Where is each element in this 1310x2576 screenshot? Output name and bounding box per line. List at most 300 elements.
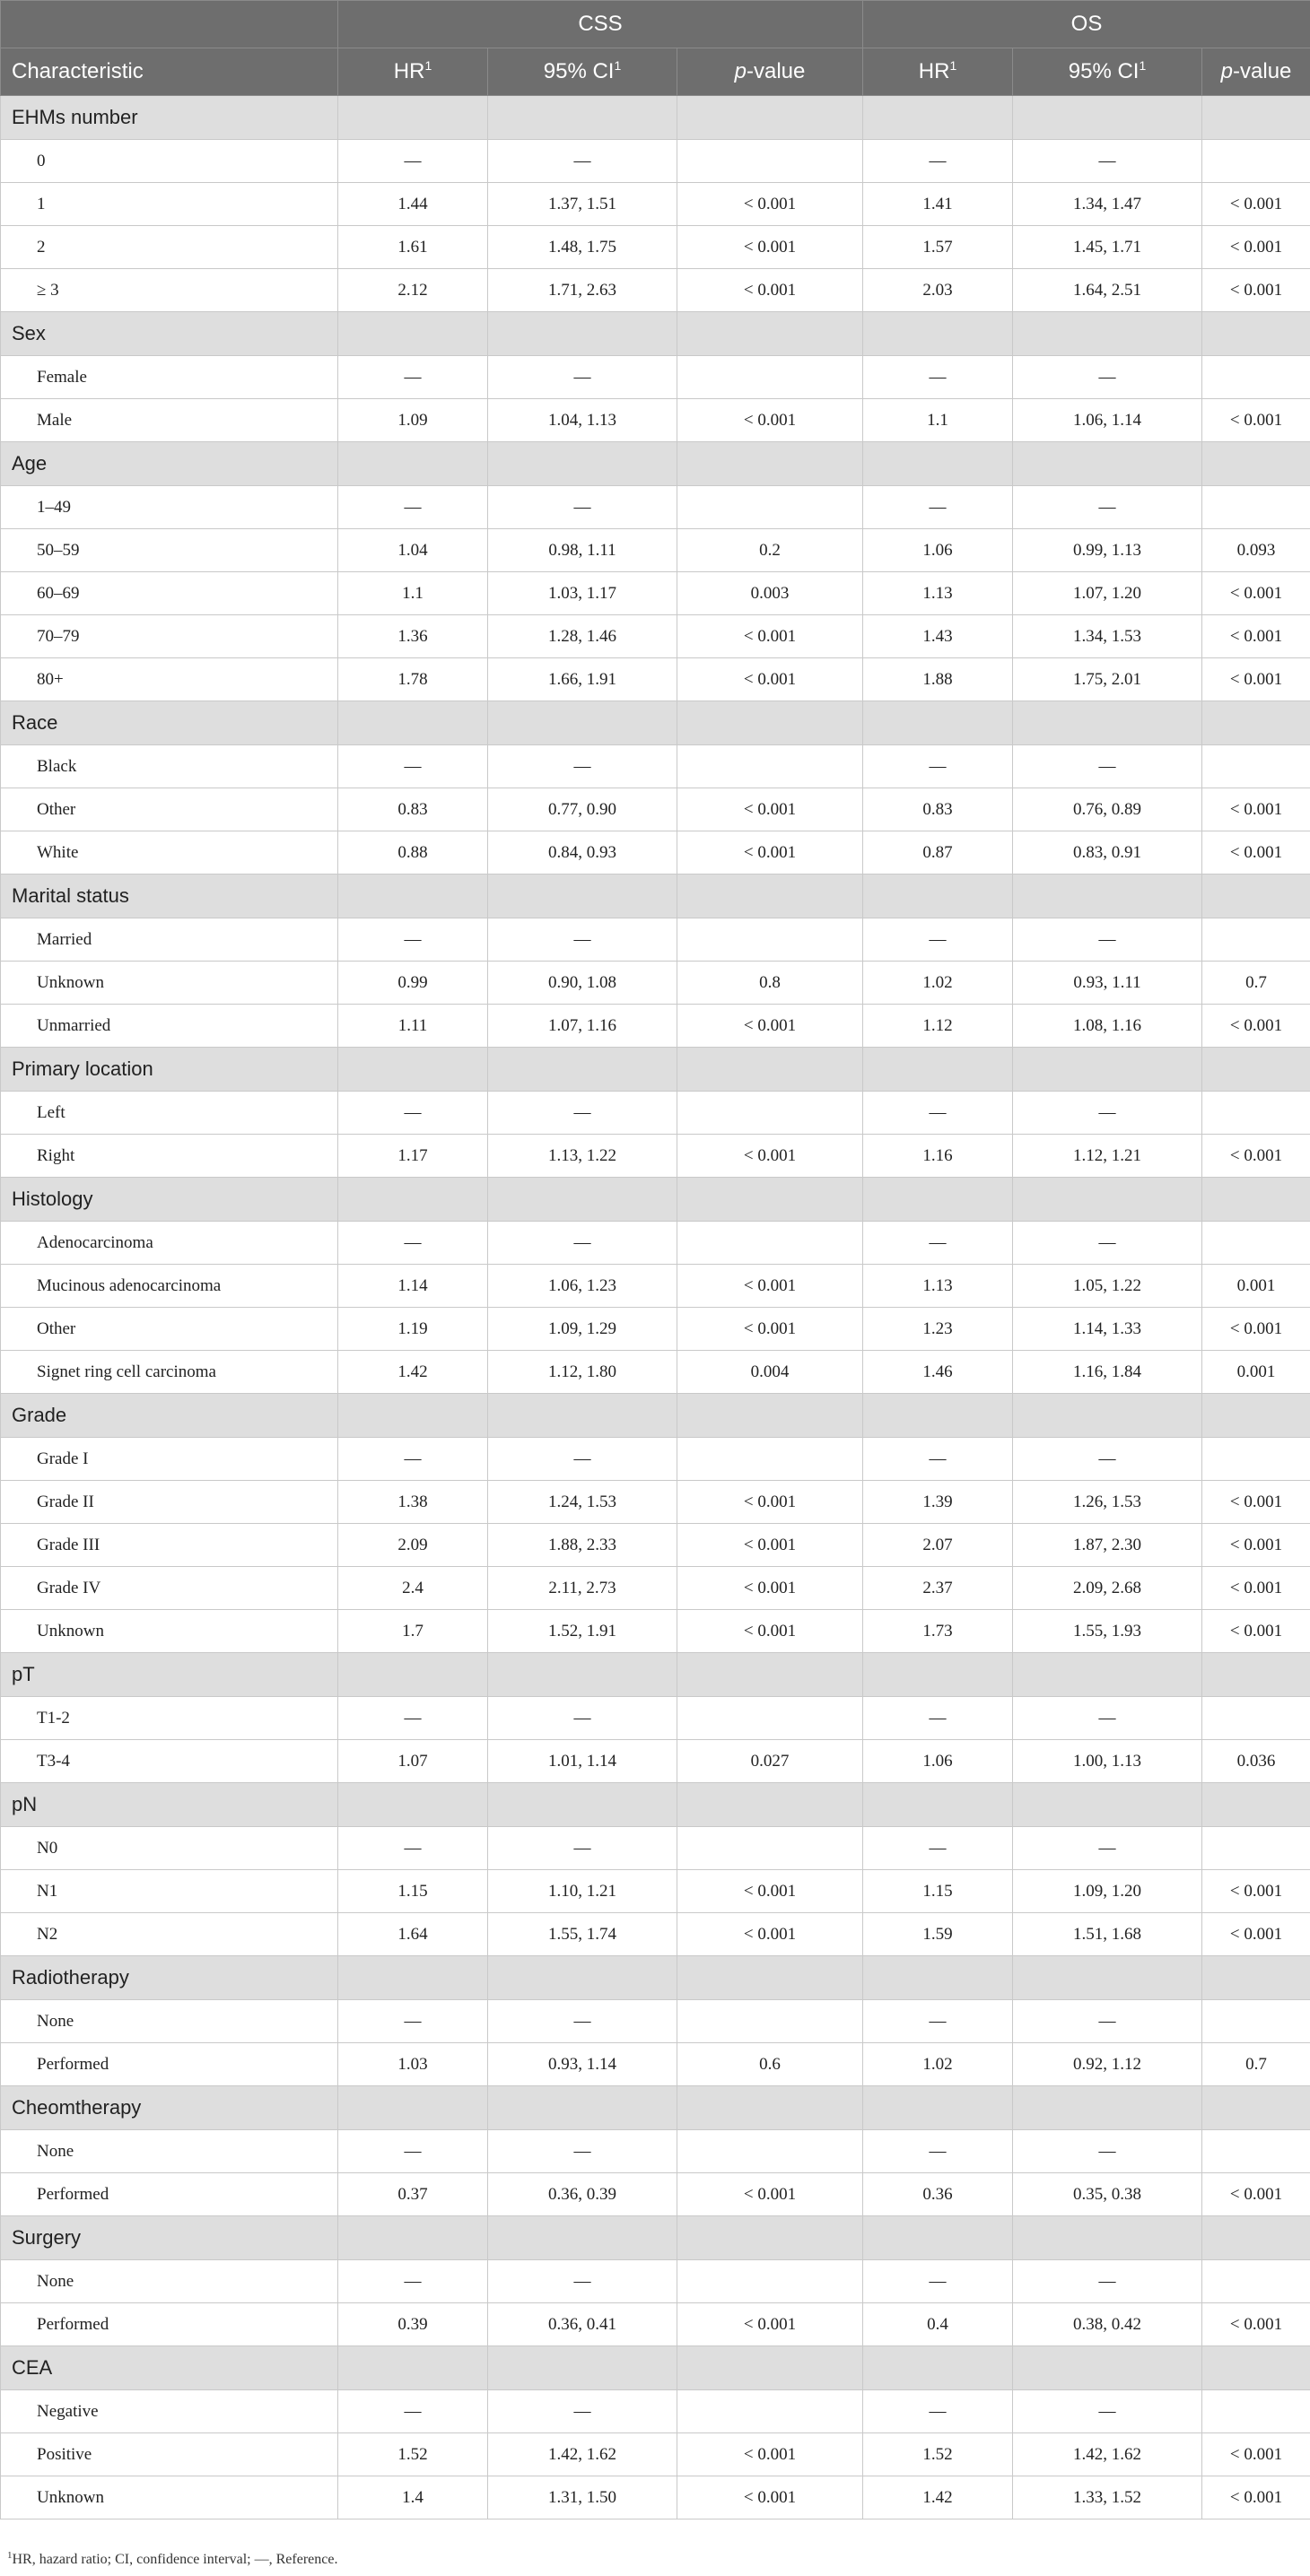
table-row (1, 962, 1310, 1005)
cell-os-ci: 0.93, 1.11 (1013, 962, 1202, 1005)
group-empty-cell (1202, 1956, 1310, 2000)
group-empty-cell (488, 1783, 677, 1827)
cell-os-hr: — (863, 1697, 1013, 1740)
cell-os-p: < 0.001 (1202, 1610, 1310, 1653)
cell-css-ci: 1.07, 1.16 (488, 1005, 677, 1048)
row-label: White (1, 831, 338, 875)
table-row (1, 356, 1310, 399)
cell-css-ci: 1.31, 1.50 (488, 2476, 677, 2519)
cell-css-p: < 0.001 (677, 1005, 863, 1048)
table-row (1, 572, 1310, 615)
group-empty-cell (1202, 1783, 1310, 1827)
cell-css-p: 0.003 (677, 572, 863, 615)
row-label: 0 (1, 140, 338, 183)
group-header-row (1, 2086, 1310, 2130)
cell-css-hr: — (338, 1438, 488, 1481)
group-empty-cell (863, 2346, 1013, 2390)
group-header-row (1, 1178, 1310, 1222)
group-empty-cell (677, 2216, 863, 2260)
group-empty-cell (677, 1394, 863, 1438)
table-row (1, 1740, 1310, 1783)
table-row (1, 1524, 1310, 1567)
cell-css-ci: — (488, 1438, 677, 1481)
cell-css-p: < 0.001 (677, 1481, 863, 1524)
cell-css-hr: — (338, 1092, 488, 1135)
cell-css-p: < 0.001 (677, 2303, 863, 2346)
cell-os-hr: 1.88 (863, 658, 1013, 701)
group-label: Cheomtherapy (1, 2086, 338, 2130)
cell-css-hr: 2.09 (338, 1524, 488, 1567)
group-empty-cell (488, 701, 677, 745)
cell-css-hr: — (338, 2390, 488, 2433)
header-p-italic: p (734, 59, 747, 83)
cell-os-ci: 1.42, 1.62 (1013, 2433, 1202, 2476)
cell-css-hr: 1.52 (338, 2433, 488, 2476)
cell-os-ci: 1.33, 1.52 (1013, 2476, 1202, 2519)
row-label: T1-2 (1, 1697, 338, 1740)
cell-os-p: < 0.001 (1202, 1005, 1310, 1048)
group-empty-cell (1013, 701, 1202, 745)
cell-css-hr: 1.19 (338, 1308, 488, 1351)
group-header-row (1, 1394, 1310, 1438)
row-label: None (1, 2000, 338, 2043)
cell-os-ci: — (1013, 140, 1202, 183)
group-empty-cell (1013, 2086, 1202, 2130)
cell-os-p: < 0.001 (1202, 183, 1310, 226)
cell-css-ci: — (488, 1697, 677, 1740)
cell-os-ci: — (1013, 745, 1202, 788)
header-css-p (677, 48, 863, 96)
row-label: Female (1, 356, 338, 399)
group-empty-cell (677, 442, 863, 486)
cell-css-hr: 0.39 (338, 2303, 488, 2346)
cell-css-hr: 1.14 (338, 1265, 488, 1308)
cell-css-p (677, 2000, 863, 2043)
cell-css-hr: 1.07 (338, 1740, 488, 1783)
cell-os-ci: 0.38, 0.42 (1013, 2303, 1202, 2346)
table-row (1, 2043, 1310, 2086)
cell-os-p (1202, 1092, 1310, 1135)
group-empty-cell (1202, 1178, 1310, 1222)
row-label: T3-4 (1, 1740, 338, 1783)
cell-css-hr: — (338, 486, 488, 529)
group-empty-cell (338, 2346, 488, 2390)
group-empty-cell (488, 2216, 677, 2260)
group-header-row (1, 2346, 1310, 2390)
cell-os-hr: 1.1 (863, 399, 1013, 442)
cell-os-p (1202, 356, 1310, 399)
group-empty-cell (488, 312, 677, 356)
cell-os-p: < 0.001 (1202, 572, 1310, 615)
group-label: CEA (1, 2346, 338, 2390)
cell-css-ci: — (488, 1827, 677, 1870)
cell-os-hr: 1.06 (863, 529, 1013, 572)
cell-os-hr: — (863, 486, 1013, 529)
cell-css-p (677, 745, 863, 788)
cell-os-p (1202, 1697, 1310, 1740)
row-label: Mucinous adenocarcinoma (1, 1265, 338, 1308)
group-empty-cell (1013, 2216, 1202, 2260)
cell-css-p: < 0.001 (677, 1567, 863, 1610)
cell-css-ci: — (488, 2390, 677, 2433)
group-label: Race (1, 701, 338, 745)
table-row (1, 1308, 1310, 1351)
cell-css-ci: 1.52, 1.91 (488, 1610, 677, 1653)
cell-os-hr: 1.13 (863, 1265, 1013, 1308)
cell-css-p: 0.2 (677, 529, 863, 572)
cell-css-hr: — (338, 356, 488, 399)
row-label: Unknown (1, 1610, 338, 1653)
cell-css-hr: 0.88 (338, 831, 488, 875)
group-empty-cell (677, 1956, 863, 2000)
group-label: Grade (1, 1394, 338, 1438)
cell-css-ci: — (488, 2000, 677, 2043)
row-label: Grade IV (1, 1567, 338, 1610)
cell-css-ci: — (488, 486, 677, 529)
group-empty-cell (1202, 312, 1310, 356)
cell-os-p: 0.036 (1202, 1740, 1310, 1783)
group-header-row (1, 1048, 1310, 1092)
group-empty-cell (338, 96, 488, 140)
cell-os-ci: — (1013, 2390, 1202, 2433)
cell-os-ci: — (1013, 918, 1202, 962)
cell-os-hr: 1.52 (863, 2433, 1013, 2476)
table-row (1, 183, 1310, 226)
header-os-hr (863, 48, 1013, 96)
row-label: 80+ (1, 658, 338, 701)
group-empty-cell (1013, 312, 1202, 356)
group-empty-cell (1013, 875, 1202, 918)
cell-css-p: < 0.001 (677, 2433, 863, 2476)
table-row (1, 615, 1310, 658)
group-empty-cell (338, 1178, 488, 1222)
cell-os-p (1202, 1438, 1310, 1481)
group-empty-cell (863, 875, 1013, 918)
row-label: Married (1, 918, 338, 962)
cell-css-ci: 1.13, 1.22 (488, 1135, 677, 1178)
group-header-row (1, 96, 1310, 140)
cell-css-ci: 1.42, 1.62 (488, 2433, 677, 2476)
table-row (1, 529, 1310, 572)
cell-css-p: < 0.001 (677, 615, 863, 658)
cell-os-p (1202, 2000, 1310, 2043)
row-label: ≥ 3 (1, 269, 338, 312)
table-row (1, 269, 1310, 312)
cell-css-p (677, 2260, 863, 2303)
group-header-row (1, 1956, 1310, 2000)
cell-os-hr: 1.13 (863, 572, 1013, 615)
header-p-rest: -value (1233, 59, 1292, 83)
group-empty-cell (488, 1178, 677, 1222)
group-empty-cell (677, 2086, 863, 2130)
cell-css-ci: — (488, 745, 677, 788)
group-label: pT (1, 1653, 338, 1697)
group-label: Sex (1, 312, 338, 356)
header-os-p (1202, 48, 1310, 96)
table-row (1, 1438, 1310, 1481)
cell-os-p: < 0.001 (1202, 1870, 1310, 1913)
cell-os-hr: 1.42 (863, 2476, 1013, 2519)
cell-os-hr: 1.57 (863, 226, 1013, 269)
group-header-row (1, 2216, 1310, 2260)
row-label: Grade I (1, 1438, 338, 1481)
group-label: Primary location (1, 1048, 338, 1092)
group-empty-cell (338, 1956, 488, 2000)
cell-os-p: 0.093 (1202, 529, 1310, 572)
cell-css-p: < 0.001 (677, 788, 863, 831)
cell-css-p (677, 2130, 863, 2173)
row-label: Signet ring cell carcinoma (1, 1351, 338, 1394)
group-header-row (1, 1783, 1310, 1827)
cell-css-ci: 1.09, 1.29 (488, 1308, 677, 1351)
cell-os-hr: — (863, 1438, 1013, 1481)
group-header-row (1, 442, 1310, 486)
group-empty-cell (1202, 701, 1310, 745)
group-empty-cell (1013, 1394, 1202, 1438)
group-empty-cell (338, 1048, 488, 1092)
cell-os-ci: 1.00, 1.13 (1013, 1740, 1202, 1783)
row-label: 60–69 (1, 572, 338, 615)
table-row (1, 2390, 1310, 2433)
group-empty-cell (338, 2216, 488, 2260)
cell-os-ci: 1.87, 2.30 (1013, 1524, 1202, 1567)
cell-css-hr: — (338, 2260, 488, 2303)
group-empty-cell (1202, 875, 1310, 918)
group-empty-cell (488, 1048, 677, 1092)
group-header-row (1, 1653, 1310, 1697)
cell-os-ci: 1.34, 1.47 (1013, 183, 1202, 226)
group-empty-cell (338, 1653, 488, 1697)
header-css-group: CSS (338, 1, 863, 48)
table-row (1, 399, 1310, 442)
row-label: None (1, 2130, 338, 2173)
cell-css-ci: 1.10, 1.21 (488, 1870, 677, 1913)
row-label: 1–49 (1, 486, 338, 529)
cell-os-hr: 0.36 (863, 2173, 1013, 2216)
cell-css-p: 0.6 (677, 2043, 863, 2086)
cell-os-p (1202, 2390, 1310, 2433)
table-row (1, 226, 1310, 269)
cell-os-p: 0.001 (1202, 1265, 1310, 1308)
group-label: pN (1, 1783, 338, 1827)
cell-os-hr: — (863, 2000, 1013, 2043)
row-label: 70–79 (1, 615, 338, 658)
header-column-row (1, 48, 1310, 96)
cell-os-p (1202, 1827, 1310, 1870)
row-label: Negative (1, 2390, 338, 2433)
table-row (1, 2130, 1310, 2173)
table-row (1, 486, 1310, 529)
group-empty-cell (488, 2086, 677, 2130)
cell-css-hr: 1.78 (338, 658, 488, 701)
table-row (1, 1913, 1310, 1956)
cell-css-p: < 0.001 (677, 1308, 863, 1351)
cell-css-p (677, 140, 863, 183)
cell-css-p: < 0.001 (677, 1265, 863, 1308)
cell-css-hr: — (338, 918, 488, 962)
cell-os-hr: — (863, 140, 1013, 183)
cell-css-p (677, 1222, 863, 1265)
table-row (1, 2000, 1310, 2043)
cell-os-ci: 0.92, 1.12 (1013, 2043, 1202, 2086)
group-empty-cell (1202, 2086, 1310, 2130)
cell-css-hr: 1.44 (338, 183, 488, 226)
cell-os-ci: — (1013, 486, 1202, 529)
cell-os-hr: 1.23 (863, 1308, 1013, 1351)
cell-os-p: 0.001 (1202, 1351, 1310, 1394)
row-label: 50–59 (1, 529, 338, 572)
table-row (1, 1351, 1310, 1394)
footnote-marker: 1 (424, 58, 432, 73)
cell-css-hr: — (338, 2000, 488, 2043)
cell-css-hr: 1.11 (338, 1005, 488, 1048)
cell-os-hr: 1.12 (863, 1005, 1013, 1048)
row-label: Grade II (1, 1481, 338, 1524)
cell-css-ci: 1.66, 1.91 (488, 658, 677, 701)
cell-css-p (677, 1697, 863, 1740)
cell-css-p: < 0.001 (677, 1610, 863, 1653)
cell-css-ci: 1.55, 1.74 (488, 1913, 677, 1956)
group-empty-cell (338, 1394, 488, 1438)
group-empty-cell (1013, 1653, 1202, 1697)
cell-css-ci: 0.84, 0.93 (488, 831, 677, 875)
group-header-row (1, 875, 1310, 918)
row-label: None (1, 2260, 338, 2303)
row-label: Left (1, 1092, 338, 1135)
group-empty-cell (677, 875, 863, 918)
cell-os-p (1202, 1222, 1310, 1265)
cell-css-ci: — (488, 140, 677, 183)
row-label: Performed (1, 2043, 338, 2086)
cell-os-ci: 1.12, 1.21 (1013, 1135, 1202, 1178)
row-label: 2 (1, 226, 338, 269)
cell-css-hr: — (338, 1222, 488, 1265)
group-empty-cell (1013, 1783, 1202, 1827)
group-empty-cell (338, 442, 488, 486)
header-css-hr (338, 48, 488, 96)
cell-os-p: < 0.001 (1202, 788, 1310, 831)
cell-css-ci: 1.03, 1.17 (488, 572, 677, 615)
group-empty-cell (863, 701, 1013, 745)
row-label: Other (1, 788, 338, 831)
cell-os-ci: 1.45, 1.71 (1013, 226, 1202, 269)
cell-os-ci: — (1013, 2000, 1202, 2043)
cell-css-ci: 0.77, 0.90 (488, 788, 677, 831)
cell-os-p: 0.7 (1202, 962, 1310, 1005)
row-label: Grade III (1, 1524, 338, 1567)
row-label: N0 (1, 1827, 338, 1870)
cell-css-p (677, 2390, 863, 2433)
cell-css-p: < 0.001 (677, 1135, 863, 1178)
cell-css-p: < 0.001 (677, 658, 863, 701)
cell-css-hr: 0.99 (338, 962, 488, 1005)
cell-css-p (677, 1092, 863, 1135)
cell-os-ci: 1.26, 1.53 (1013, 1481, 1202, 1524)
cell-css-p: < 0.001 (677, 399, 863, 442)
cell-os-hr: 1.43 (863, 615, 1013, 658)
group-header-row (1, 701, 1310, 745)
cell-css-ci: 1.04, 1.13 (488, 399, 677, 442)
cell-os-p: < 0.001 (1202, 658, 1310, 701)
table-row (1, 1827, 1310, 1870)
cell-css-ci: 0.93, 1.14 (488, 2043, 677, 2086)
table-row (1, 1481, 1310, 1524)
cell-css-p (677, 1827, 863, 1870)
cell-os-ci: 0.83, 0.91 (1013, 831, 1202, 875)
table-row (1, 1567, 1310, 1610)
cell-css-ci: — (488, 918, 677, 962)
cell-os-hr: 1.02 (863, 2043, 1013, 2086)
cell-os-hr: — (863, 2260, 1013, 2303)
cell-os-hr: 1.46 (863, 1351, 1013, 1394)
group-empty-cell (677, 312, 863, 356)
cell-css-p: < 0.001 (677, 1524, 863, 1567)
cell-css-ci: — (488, 1222, 677, 1265)
cell-css-ci: 1.01, 1.14 (488, 1740, 677, 1783)
cell-css-hr: 1.36 (338, 615, 488, 658)
cell-os-hr: 0.87 (863, 831, 1013, 875)
cell-os-ci: — (1013, 2130, 1202, 2173)
group-empty-cell (1013, 442, 1202, 486)
cell-css-hr: — (338, 1827, 488, 1870)
row-label: Performed (1, 2173, 338, 2216)
cell-os-p: 0.7 (1202, 2043, 1310, 2086)
cell-css-ci: 0.36, 0.39 (488, 2173, 677, 2216)
cell-css-hr: 1.7 (338, 1610, 488, 1653)
table-row (1, 1870, 1310, 1913)
group-empty-cell (1202, 2346, 1310, 2390)
group-empty-cell (488, 1653, 677, 1697)
group-label: Radiotherapy (1, 1956, 338, 2000)
cell-css-hr: 1.42 (338, 1351, 488, 1394)
group-empty-cell (863, 1653, 1013, 1697)
cell-os-ci: — (1013, 1697, 1202, 1740)
cell-os-hr: — (863, 745, 1013, 788)
group-empty-cell (1202, 1048, 1310, 1092)
group-empty-cell (1202, 2216, 1310, 2260)
cell-os-ci: 1.05, 1.22 (1013, 1265, 1202, 1308)
group-empty-cell (677, 1783, 863, 1827)
group-empty-cell (863, 1394, 1013, 1438)
cell-os-hr: 1.59 (863, 1913, 1013, 1956)
cell-os-p: < 0.001 (1202, 1567, 1310, 1610)
footnote-marker: 1 (949, 58, 957, 73)
cell-os-p (1202, 486, 1310, 529)
cell-css-ci: 1.06, 1.23 (488, 1265, 677, 1308)
cell-os-hr: 2.07 (863, 1524, 1013, 1567)
cell-os-hr: 2.37 (863, 1567, 1013, 1610)
table-row (1, 918, 1310, 962)
group-empty-cell (1013, 1178, 1202, 1222)
cell-css-hr: 1.1 (338, 572, 488, 615)
cell-css-p: 0.027 (677, 1740, 863, 1783)
cell-os-hr: 1.02 (863, 962, 1013, 1005)
group-empty-cell (1013, 1048, 1202, 1092)
cell-os-ci: 1.07, 1.20 (1013, 572, 1202, 615)
cell-os-p: < 0.001 (1202, 1913, 1310, 1956)
table-row (1, 1610, 1310, 1653)
cell-css-p (677, 918, 863, 962)
cell-os-hr: — (863, 2390, 1013, 2433)
cell-os-p (1202, 2260, 1310, 2303)
group-empty-cell (863, 2216, 1013, 2260)
cell-css-hr: 2.12 (338, 269, 488, 312)
cell-os-p: < 0.001 (1202, 615, 1310, 658)
cell-css-hr: 1.64 (338, 1913, 488, 1956)
group-empty-cell (677, 1048, 863, 1092)
group-empty-cell (863, 442, 1013, 486)
cell-os-ci: 1.09, 1.20 (1013, 1870, 1202, 1913)
